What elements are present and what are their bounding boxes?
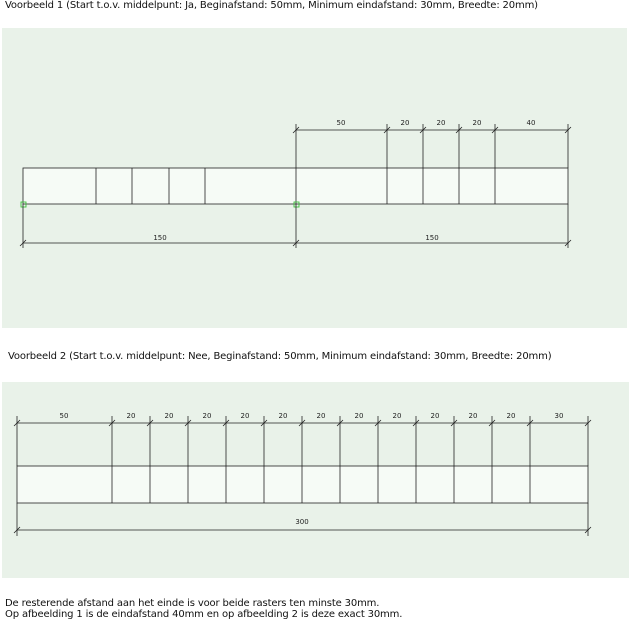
dimension-label: 20 [202,412,212,420]
dimension-label: 20 [164,412,174,420]
dimension-label: 20 [354,412,364,420]
example1-drawing [2,28,627,328]
example1-strip [23,168,568,204]
dimension-label: 20 [506,412,516,420]
example2-panel [2,382,629,578]
example2-drawing [2,382,629,578]
example1-title: Voorbeeld 1 (Start t.o.v. middelpunt: Ja, Beginafstand: 50mm, Minimum eindafstand: 30mm, Breedte: 20mm) [5,0,538,11]
dimension-label: 20 [392,412,402,420]
dimension-label: 300 [295,518,309,526]
dimension-label: 20 [472,119,482,127]
example1-bottom-dimension-chain [20,204,571,248]
note-line: De resterende afstand aan het einde is voor beide rasters ten minste 30mm. [5,598,380,609]
notes [5,598,402,620]
dimension-label: 50 [336,119,346,127]
dimension-label: 150 [425,234,439,242]
dimension-label: 20 [436,119,446,127]
example2-strip [17,466,588,503]
example2-title: Voorbeeld 2 (Start t.o.v. middelpunt: Nee, Beginafstand: 50mm, Minimum eindafstand: 30mm, Breedte: 20mm) [8,351,552,362]
dimension-label: 20 [468,412,478,420]
dimension-label: 50 [59,412,69,420]
dimension-label: 40 [526,119,536,127]
dimension-label: 20 [240,412,250,420]
example1-panel [2,28,627,328]
dimension-label: 20 [400,119,410,127]
dimension-label: 20 [430,412,440,420]
example2-top-dimension-chain [14,416,591,466]
dimension-label: 20 [316,412,326,420]
dimension-label: 20 [278,412,288,420]
dimension-label: 30 [554,412,564,420]
example1-top-dimension-chain [293,124,571,168]
note-line: Op afbeelding 1 is de eindafstand 40mm en op afbeelding 2 is deze exact 30mm. [5,609,403,620]
dimension-label: 20 [126,412,136,420]
dimension-label: 150 [153,234,167,242]
